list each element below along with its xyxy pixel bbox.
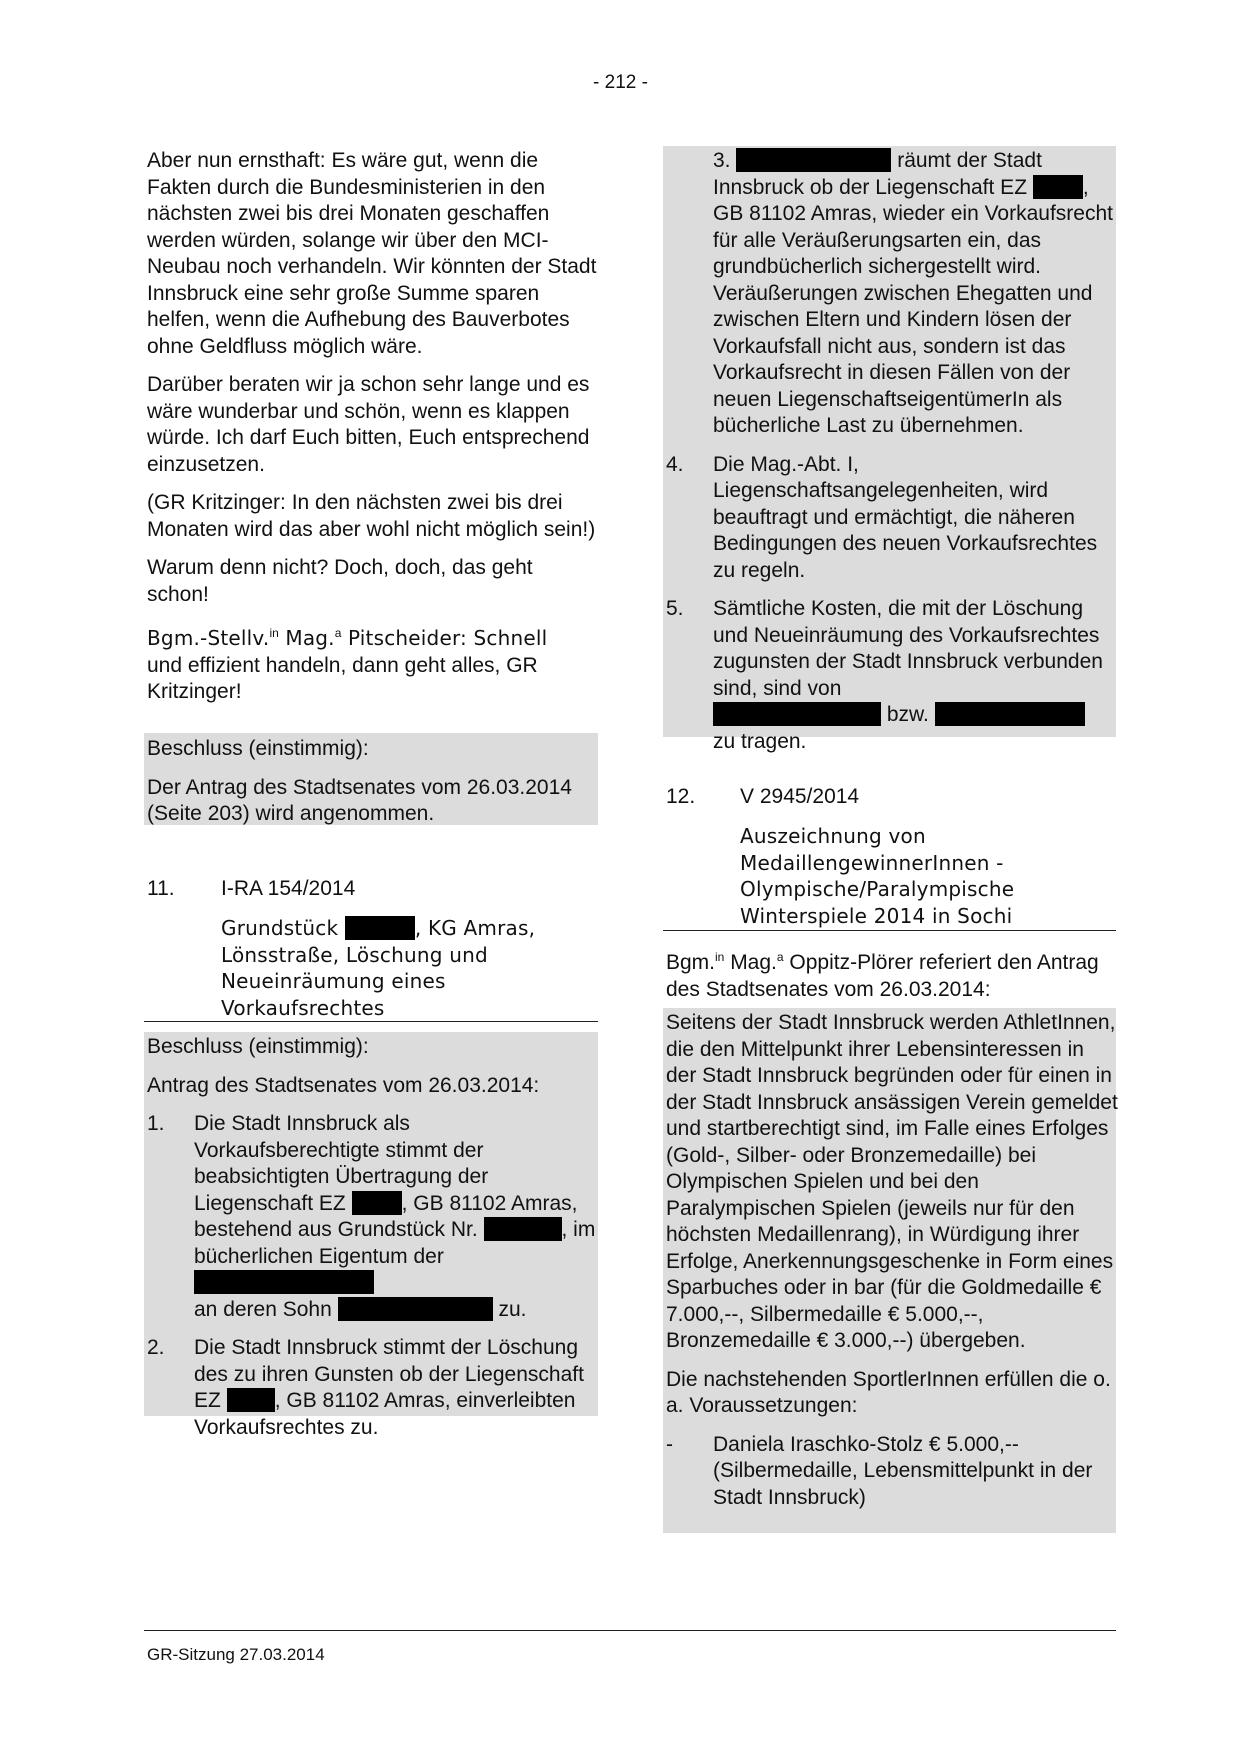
redaction: [352, 1191, 402, 1215]
redaction: [736, 148, 891, 172]
item-title: Grundstück , KG Amras, Lönsstraße, Löschung und Neueinräumung eines Vorkaufsrechtes: [221, 916, 536, 1020]
item-number: 12.: [666, 785, 696, 808]
paragraph-speaker: Bgm.-Stellv.$^{in}$ Mag.$^a$ Pitscheider: Schnell und effizient handeln, dann geht alles, GR Kritzinger!: [147, 626, 548, 703]
footer-divider: [144, 1630, 1116, 1631]
list-item: 3. räumt der Stadt Innsbruck ob der Liegenschaft EZ , GB 81102 Amras, wieder ein Vorkaufsrecht für alle Veräußerungsarten ein, das grundbücherlich sichergestellt wird. Veräußerungen zwischen Ehegatten und zwischen Eltern und Kindern lösen der Vorkaufsfall nicht aus, sondern ist das Vorkaufsrecht in diesen Fällen von der neuen LiegenschaftseigentümerIn als bücherliche Last zu übernehmen.: [713, 149, 1113, 437]
paragraph: (GR Kritzinger: In den nächsten zwei bis drei Monaten wird das aber wohl nicht möglich sein!): [147, 491, 596, 541]
footer: GR-Sitzung 27.03.2014: [147, 1645, 325, 1664]
paragraph: Seitens der Stadt Innsbruck werden AthletInnen, die den Mittelpunkt ihrer Lebensinteressen in der Stadt Innsbruck begründen oder für einen in der Stadt Innsbruck ansässigen Verein gemeldet und startberechtigt sind, im Falle eines Erfolges (Gold-, Silber- oder Bronzemedaille) bei Olympischen Spielen und bei den Paralympischen Spielen (jeweils nur für den höchsten Medaillenrang), in Würdigung ihrer Erfolge, Anerkennungsgeschenke in Form eines Sparbuches oder in bar (für die Goldmedaille € 7.000,--, Silbermedaille € 5.000,--, Bronzemedaille € 3.000,--) übergeben.: [666, 1011, 1118, 1352]
divider: [144, 1021, 598, 1022]
list-item: 2. Die Stadt Innsbruck stimmt der Löschung des zu ihren Gunsten ob der Liegenschaft EZ , GB 81102 Amras, einverleibten Vorkaufsrechtes zu.: [147, 1336, 584, 1439]
beschluss-title: Beschluss (einstimmig):: [147, 1035, 369, 1058]
item-reference: V 2945/2014: [740, 785, 860, 808]
left-column: [147, 148, 599, 712]
beschluss-2: [147, 1034, 599, 1441]
redaction: [227, 1388, 275, 1412]
list-item: - Daniela Iraschko-Stolz € 5.000,-- (Silbermedaille, Lebensmittelpunkt in der Stadt Innsbruck): [666, 1432, 1093, 1509]
paragraph: Darüber beraten wir ja schon sehr lange und es wäre wunderbar und schön, wenn es klappen würde. Ich darf Euch bitten, Euch entsprechend einzusetzen.: [147, 373, 590, 476]
item-number: 11.: [147, 877, 175, 900]
list-item: 4. Die Mag.-Abt. I, Liegenschaftsangelegenheiten, wird beauftragt und ermächtigt, die näheren Bedingungen des neuen Vorkaufsrechtes zu regeln.: [666, 452, 1098, 582]
item-11-header: [147, 877, 599, 1021]
paragraph: Aber nun ernsthaft: Es wäre gut, wenn die Fakten durch die Bundesministerien in den nächsten zwei bis drei Monaten geschaffen werden würden, solange wir über den MCI-Neubau noch verhandeln. Wir könnten der Stadt Innsbruck eine sehr große Summe sparen helfen, wenn die Aufhebung des Bauverbotes ohne Geldfluss möglich wäre.: [147, 149, 597, 358]
beschluss-text: Der Antrag des Stadtsenates vom 26.03.2014 (Seite 203) wird angenommen.: [147, 775, 572, 825]
redaction: [935, 702, 1085, 726]
beschluss-title: Beschluss (einstimmig):: [147, 737, 369, 760]
beschluss-1: [147, 736, 599, 828]
redaction: [713, 702, 881, 726]
referiert-paragraph: Bgm.$^{in}$ Mag.$^a$ Oppitz-Plörer referiert den Antrag des Stadtsenates vom 26.03.2014:: [666, 950, 1099, 1001]
list-item: 1. Die Stadt Innsbruck als Vorkaufsberechtigte stimmt der beabsichtigten Übertragung der Liegenschaft EZ , GB 81102 Amras, bestehend aus Grundstück Nr. , im bücherlichen Eigentum der an deren Sohn zu.: [147, 1112, 596, 1321]
redaction: [484, 1217, 562, 1241]
item-12-header: [666, 785, 1118, 929]
redaction: [194, 1270, 374, 1294]
antrag-content: [666, 1010, 1118, 1511]
divider: [663, 930, 1116, 931]
list-item: 5. Sämtliche Kosten, die mit der Löschung und Neueinräumung des Vorkaufsrechtes zugunsten der Stadt Innsbruck verbunden sind, sind von bzw. zu tragen.: [666, 597, 1103, 753]
redaction: [345, 916, 415, 940]
redaction: [1033, 175, 1083, 199]
item-reference: I-RA 154/2014: [221, 877, 356, 900]
paragraph: Die nachstehenden SportlerInnen erfüllen die o. a. Voraussetzungen:: [666, 1367, 1111, 1417]
beschluss-intro: Antrag des Stadtsenates vom 26.03.2014:: [147, 1073, 540, 1097]
right-list: [666, 148, 1118, 755]
page-number: - 212 -: [593, 72, 648, 93]
redaction: [338, 1297, 493, 1321]
item-title: Auszeichnung von MedaillengewinnerInnen - Olympische/Paralympische Winterspiele 2014 in Sochi: [740, 824, 1015, 928]
paragraph: Warum denn nicht? Doch, doch, das geht schon!: [147, 556, 533, 606]
